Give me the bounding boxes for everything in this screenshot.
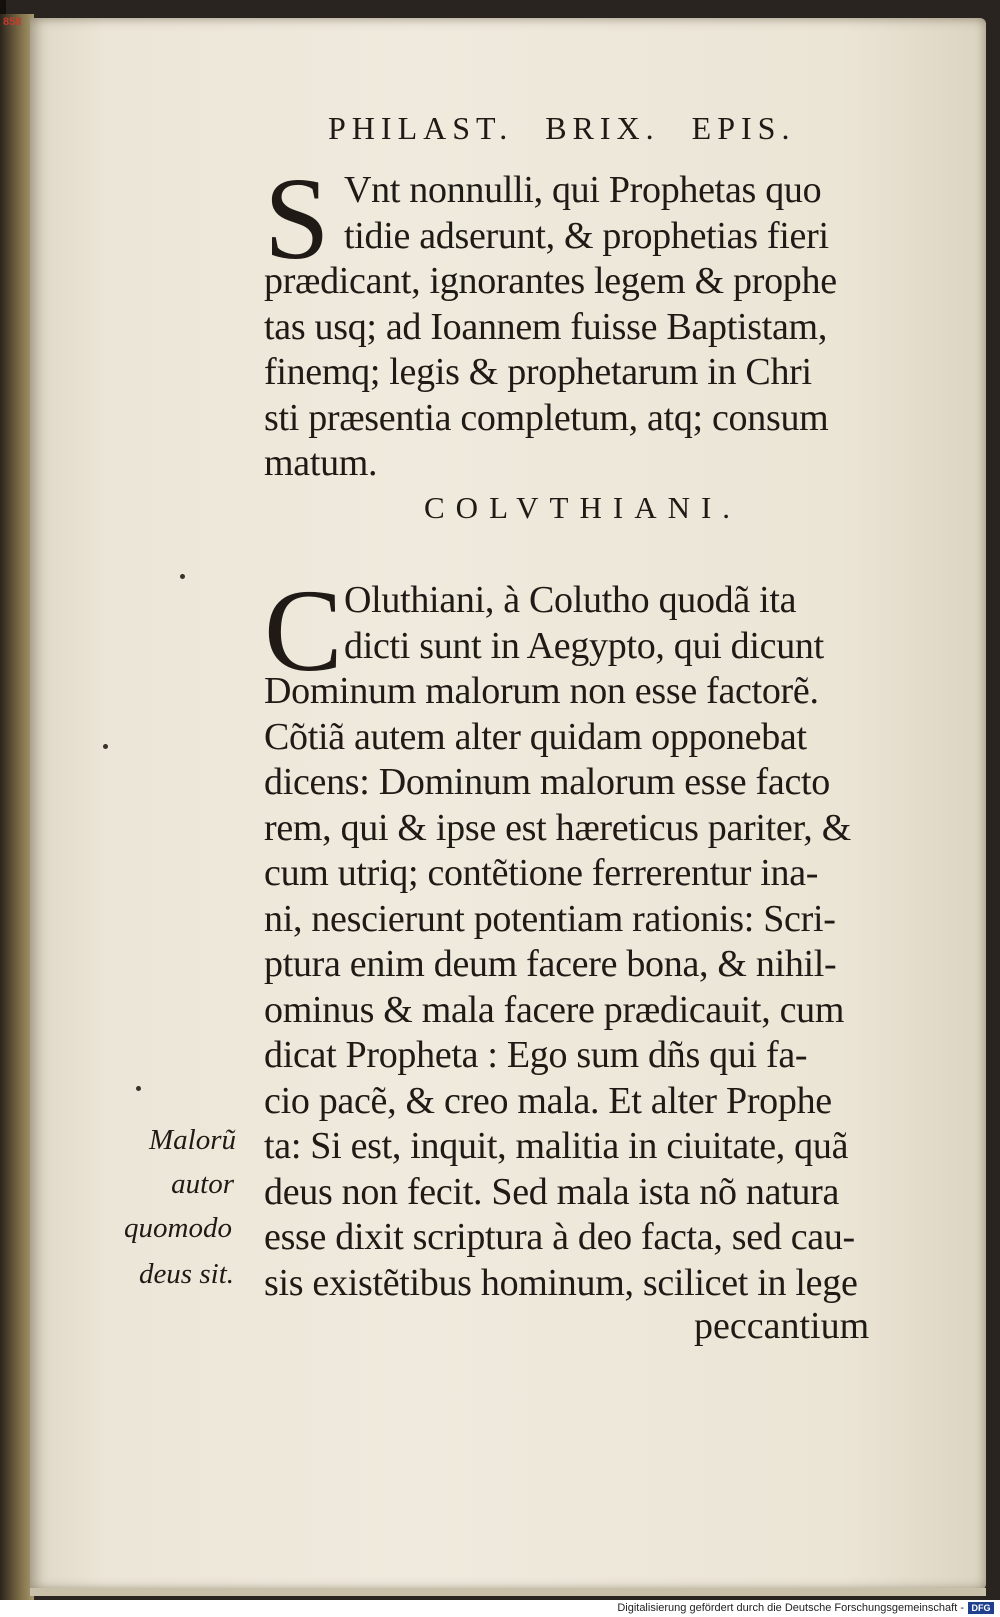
paragraph-2	[264, 578, 954, 1306]
text-line: Cõtiã autem alter quidam opponebat	[264, 715, 807, 758]
ink-speck	[136, 1086, 141, 1091]
text-line: rem, qui & ipse est hæreticus pariter, &	[264, 806, 851, 849]
text-line: sti præsentia completum, atq; consum	[264, 396, 829, 439]
marginal-note-line: autor	[171, 1168, 234, 1200]
text-line: Dominum malorum non esse factorẽ.	[264, 670, 819, 712]
text-line: dicti sunt in Aegypto, qui dicunt	[344, 624, 824, 667]
footer-credit: Digitalisierung gefördert durch die Deutsche Forschungsgemeinschaft -	[617, 1602, 964, 1614]
text-line: matum.	[264, 442, 378, 484]
dfg-logo: DFG	[968, 1602, 994, 1614]
paragraph-1	[264, 168, 954, 487]
text-line: dicens: Dominum malorum esse facto	[264, 761, 830, 803]
text-line: sis existẽtibus hominum, scilicet in lege	[264, 1261, 858, 1304]
text-line: tas usq; ad Ioannem fuisse Baptistam,	[264, 305, 828, 348]
running-head: PHILAST. BRIX. EPIS.	[328, 110, 796, 146]
marginal-note-line: deus sit.	[138, 1258, 234, 1290]
text-line: cum utriq; contẽtione ferrerentur ina-	[264, 852, 819, 894]
marginal-note-line: Malorũ	[149, 1124, 236, 1156]
ink-speck	[103, 744, 108, 749]
text-line: dicat Propheta : Ego sum dñs qui fa-	[264, 1034, 808, 1076]
marginal-note-line: quomodo	[124, 1212, 232, 1244]
text-line: prædicant, ignorantes legem & prophe	[264, 260, 837, 302]
text-line: deus non fecit. Sed mala ista nõ natura	[264, 1170, 840, 1213]
text-line: Oluthiani, à Colutho quodã ita	[344, 579, 797, 621]
text-line: ni, nescierunt potentiam rationis: Scri-	[264, 897, 836, 940]
page-bottom-edge	[30, 1588, 986, 1596]
book-binding	[0, 14, 34, 1604]
page-mark: 858	[3, 16, 22, 28]
text-line: cio pacẽ, & creo mala. Et alter Prophe	[264, 1079, 832, 1122]
text-line: Vnt nonnulli, qui Prophetas quo	[344, 169, 822, 211]
catchword: peccantium	[694, 1305, 870, 1347]
text-line: ta: Si est, inquit, malitia in ciuitate, quã	[264, 1125, 849, 1167]
text-line: esse dixit scriptura à deo facta, sed cau-	[264, 1216, 855, 1258]
section-title: COLVTHIANI.	[424, 490, 742, 525]
ink-speck	[180, 574, 185, 579]
dropcap-initial: C	[264, 565, 343, 696]
text-line: ominus & mala facere prædicauit, cum	[264, 988, 845, 1031]
text-line: finemq; legis & prophetarum in Chri	[264, 351, 812, 393]
dropcap-initial: S	[264, 153, 330, 284]
text-line: ptura enim deum facere bona, & nihil-	[264, 943, 837, 985]
text-line: tidie adserunt, & prophetias fieri	[344, 214, 829, 257]
